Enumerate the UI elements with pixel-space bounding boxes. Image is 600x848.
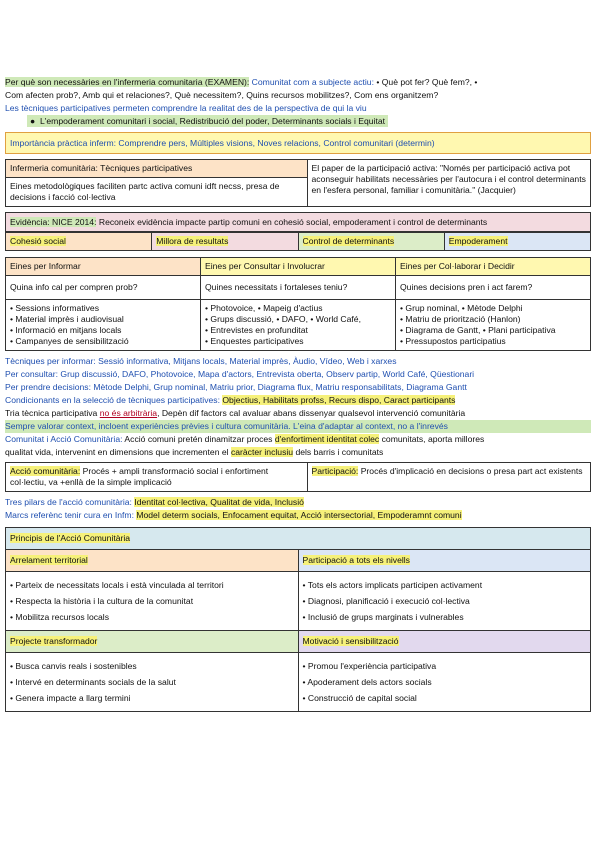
principle-head-3-label: Projecte transformador — [10, 636, 98, 646]
intro-questions: • Què pot fer? Què fem?, • — [373, 77, 478, 87]
nice-table — [5, 232, 591, 251]
list-item: • Mobilitza recursos locals — [10, 609, 294, 625]
principle-head-1 — [6, 550, 299, 572]
intro-bullet — [5, 115, 591, 128]
principles-table — [5, 527, 591, 712]
list-item: • Grup nominal, • Mètode Delphi — [400, 303, 586, 314]
intro-line-2: Com afecten prob?, Amb qui et relaciones?, Què necessitem?, Quins recursos mobilitzes?, Com ens organitzem? — [5, 90, 439, 100]
principle-head-2-label: Participació a tots els nivells — [302, 555, 410, 565]
nursing-title: Infermeria comunitària: Tècniques participatives — [6, 160, 308, 178]
tools-q-2: Quines necessitats i fortaleses teniu? — [201, 276, 396, 300]
principle-head-2 — [298, 550, 591, 572]
techniques-inform: Tècniques per informar: Sessió informativa, Mitjans locals, Material imprès, Àudio, Vídeo, Web i xarxes — [5, 356, 397, 366]
def-participation-title: Participació: — [311, 466, 359, 476]
list-item: • Matriu de priorització (Hanlon) — [400, 314, 586, 325]
intro-line-1 — [5, 76, 591, 89]
community-b: Acció comuni pretén dinamitzar proces — [122, 434, 275, 444]
community-d: comunitats, aporta millores — [379, 434, 485, 444]
tools-head-2: Eines per Consultar i Involucrar — [201, 258, 396, 276]
conditions-list: Objectius, Habilitats profss, Recurs dispo, Caract participants — [222, 395, 456, 405]
nice-cell-2-label: Millora de resultats — [156, 236, 229, 246]
importance-box: Importància pràctica inferm: Comprendre pers, Múltiples visions, Noves relacions, Control comunitari (determin) — [5, 132, 591, 154]
def-participation-text: Procés d'implicació en decisions o presa part act existents — [358, 466, 583, 476]
conditions-line — [5, 394, 591, 407]
nice-text: Reconeix evidència impacte partip comuni en cohesió social, empoderament i control de determinants — [96, 217, 488, 227]
principles-title-label: Principis de l'Acció Comunitària — [10, 533, 131, 543]
def-action-text: Procés + ampli transformació social i enfortiment col·lectiu, va +enllà de la simple implicació — [10, 466, 269, 487]
list-item: • Intervé en determinants socials de la salut — [10, 674, 294, 690]
tools-table — [5, 257, 591, 351]
nice-box — [5, 212, 591, 232]
frameworks-title: Marcs referènc tenir cura en Infm: — [5, 510, 134, 520]
community-f: caràcter inclusiu — [230, 447, 294, 457]
list-item: • Respecta la història i la cultura de la comunitat — [10, 593, 294, 609]
list-item: • Apoderament dels actors socials — [303, 674, 587, 690]
nice-title: Evidència: NICE 2014: — [10, 217, 97, 227]
intro-bullet-label: L'empoderament comunitari i social, Redistribució del poder, Determinants socials i Equitat — [39, 116, 386, 126]
nice-cell-4-label: Empoderament — [448, 236, 508, 246]
list-item: • Enquestes participatives — [205, 336, 391, 347]
principle-list-1 — [6, 572, 299, 631]
pillars-list: Identitat col·lectiva, Qualitat de vida, Inclusió — [134, 497, 304, 507]
community-c: d'enfortiment identitat colec — [274, 434, 380, 444]
conditions-title: Condicionants en la selecció de tècniques participatives: — [5, 395, 220, 405]
principles-title — [6, 528, 591, 550]
principle-list-2 — [298, 572, 591, 631]
nice-cell-1 — [6, 233, 152, 251]
tools-list-1 — [6, 300, 201, 351]
community-line-2 — [5, 446, 591, 459]
list-item: • Pressupostos participatius — [400, 336, 586, 347]
definitions-table — [5, 462, 591, 492]
intro-title: Per què son necessàries en l'infermeria comunitaria (EXAMEN): — [5, 77, 250, 87]
list-item: • Inclusió de grups marginats i vulnerables — [303, 609, 587, 625]
def-action-title: Acció comunitària: — [10, 466, 81, 476]
intro-subject: Comunitat com a subjecte actiu: — [251, 77, 374, 87]
pillars-title: Tres pilars de l'acció comunitària: — [5, 497, 132, 507]
list-item: • Parteix de necessitats locals i està vinculada al territori — [10, 577, 294, 593]
nursing-body: Eines metodològiques faciliten partc activa comuni idft necss, presa de decisions i facció col·lectiva — [6, 178, 308, 207]
principle-head-4 — [298, 631, 591, 653]
frameworks-list: Model determ socials, Enfocament equitat, Acció intersectorial, Empoderamnt comuni — [136, 510, 462, 520]
principle-list-3 — [6, 653, 299, 712]
pillars-line — [5, 496, 591, 509]
list-item: • Material imprès i audiovisual — [10, 314, 196, 325]
list-item: • Grups discussió, • DAFO, • World Café, — [205, 314, 391, 325]
def-action — [6, 463, 308, 492]
nice-cell-3 — [298, 233, 444, 251]
tools-head-1: Eines per Informar — [6, 258, 201, 276]
techniques-decide: Per prendre decisions: Mètode Delphi, Grup nominal, Matriu prior, Diagrama flux, Matriu responsabilitats, Diagrama Gantt — [5, 382, 467, 392]
list-item: • Diagnosi, planificació i execució col·lectiva — [303, 593, 587, 609]
paper-quote: El paper de la participació activa: "Només per participació activa pot aconseguir habilitats necessàries per l'autocura i el control determinants en l'esfera personal, familiar i comunitària." (Jacquier) — [307, 160, 591, 207]
list-item: • Photovoice, • Mapeig d'actius — [205, 303, 391, 314]
nice-cell-3-label: Control de determinants — [302, 236, 395, 246]
tools-list-2 — [201, 300, 396, 351]
tools-head-3: Eines per Col·laborar i Decidir — [396, 258, 591, 276]
principle-head-4-label: Motivació i sensibilització — [302, 636, 399, 646]
nice-cell-4 — [444, 233, 590, 251]
nice-cell-2 — [152, 233, 298, 251]
tools-q-1: Quina info cal per compren prob? — [6, 276, 201, 300]
choice-not-arbitrary: no és arbitrària — [99, 408, 158, 418]
choice-c: , Depèn dif factors cal avaluar abans dissenyar qualsevol intervenció comunitària — [157, 408, 466, 418]
list-item: • Campanyes de sensibilització — [10, 336, 196, 347]
nursing-table — [5, 159, 591, 207]
community-title: Comunitat i Acció Comunitària: — [5, 434, 123, 444]
community-line-1 — [5, 433, 591, 446]
choice-line — [5, 407, 591, 420]
community-e: qualitat vida, intervenint en dimensions que incrementen el — [5, 447, 231, 457]
nice-cell-1-label: Cohesió social — [10, 236, 66, 246]
tools-list-3 — [396, 300, 591, 351]
intro-line-3: Les tècniques participatives permeten comprendre la realitat des de la perspectiva de qui la viu — [5, 103, 367, 113]
community-g: dels barris i comunitats — [293, 447, 384, 457]
list-item: • Genera impacte a llarg termini — [10, 690, 294, 706]
def-participation — [307, 463, 591, 492]
context-line: Sempre valorar context, incloent experiències prèvies i cultura comunitària. L'eina d'adaptar al context, no a l'inrevés — [5, 420, 591, 433]
list-item: • Diagrama de Gantt, • Plani participativa — [400, 325, 586, 336]
list-item: • Construcció de capital social — [303, 690, 587, 706]
list-item: • Sessions informatives — [10, 303, 196, 314]
list-item: • Tots els actors implicats participen activament — [303, 577, 587, 593]
intro-bullet-text: ● L'empoderament comunitari i social, Redistribució del poder, Determinants socials i Equitat — [27, 115, 388, 127]
tools-q-3: Quines decisions pren i act farem? — [396, 276, 591, 300]
list-item: • Entrevistes en profunditat — [205, 325, 391, 336]
list-item: • Informació en mitjans locals — [10, 325, 196, 336]
list-item: • Promou l'experiència participativa — [303, 658, 587, 674]
principle-head-3 — [6, 631, 299, 653]
choice-a: Tria tècnica participativa — [5, 408, 100, 418]
principle-list-4 — [298, 653, 591, 712]
frameworks-line — [5, 509, 591, 522]
list-item: • Busca canvis reals i sostenibles — [10, 658, 294, 674]
techniques-consult: Per consultar: Grup discussió, DAFO, Photovoice, Mapa d'actors, Entrevista oberta, Observ partip, World Café, Qüestionari — [5, 369, 475, 379]
principle-head-1-label: Arrelament territorial — [10, 555, 88, 565]
